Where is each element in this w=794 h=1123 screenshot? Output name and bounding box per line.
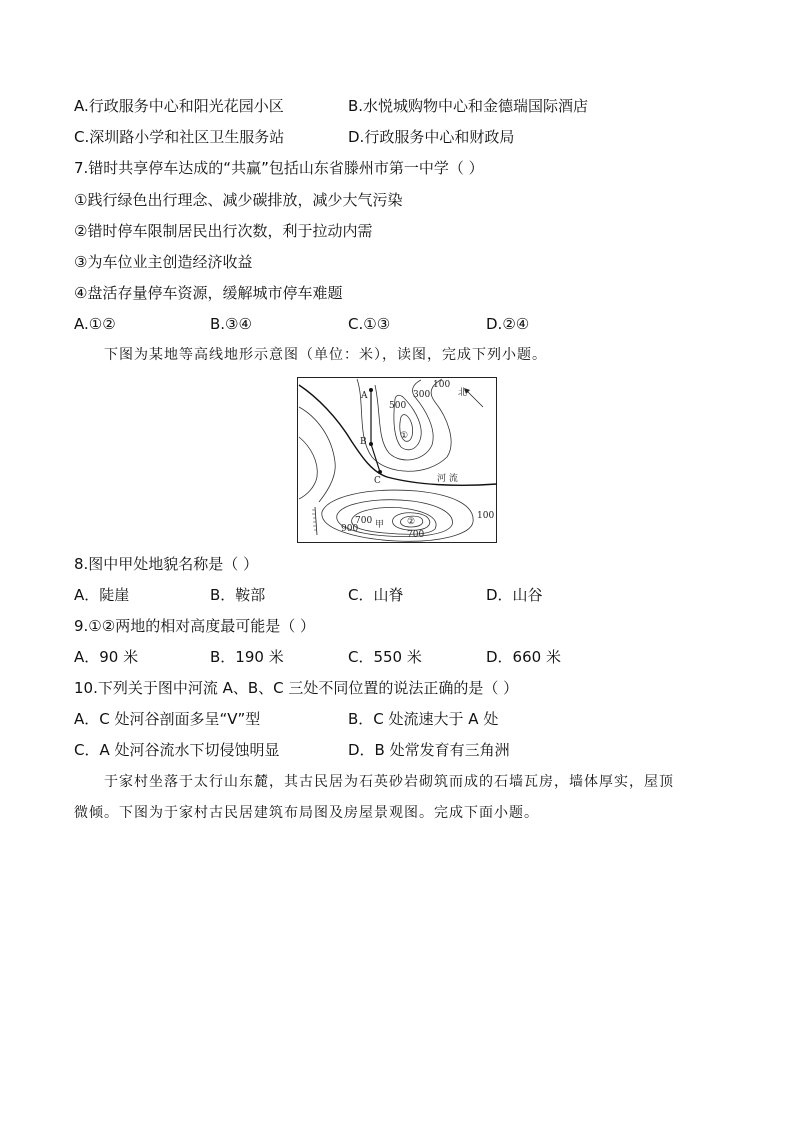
q7-item-2: ②错时停车限制居民出行次数，利于拉动内需 — [74, 222, 373, 240]
q10-option-a: A．C 处河谷剖面多呈“V”型 — [74, 710, 261, 728]
village-intro-line-1: 于家村坐落于太行山东麓，其古民居为石英砂岩砌筑而成的石墙瓦房，墙体厚实，屋顶 — [104, 774, 674, 790]
q6-option-c: C.深圳路小学和社区卫生服务站 — [74, 128, 285, 146]
q6-option-a: A.行政服务中心和阳光花园小区 — [74, 97, 284, 115]
q7-option-c: C.①③ — [348, 315, 391, 333]
contour-label-700-bottom: 700 — [407, 530, 425, 540]
village-intro-line-2: 微倾。下图为于家村古民居建筑布局图及房屋景观图。完成下面小题。 — [74, 805, 539, 821]
q7-option-d: D.②④ — [486, 315, 530, 333]
contour-label-900: 900 — [341, 524, 359, 534]
q6-option-b: B.水悦城购物中心和金德瑞国际酒店 — [348, 97, 589, 115]
q7-item-3: ③为车位业主创造经济收益 — [74, 253, 253, 271]
q10-option-b: B．C 处流速大于 A 处 — [348, 710, 499, 728]
contour-label-300: 300 — [413, 390, 431, 400]
q8-option-b: B．鞍部 — [210, 586, 266, 604]
jia-label: 甲 — [375, 520, 385, 530]
q10-option-d: D．B 处常发育有三角洲 — [348, 741, 510, 759]
north-label: 北 — [458, 388, 468, 398]
q6-option-d: D.行政服务中心和财政局 — [348, 128, 515, 146]
q8-stem: 8.图中甲处地貌名称是（ ） — [74, 555, 259, 573]
point-a-marker — [369, 388, 373, 392]
map-mark-1: ① — [400, 431, 409, 441]
q8-option-d: D．山谷 — [486, 586, 543, 604]
q9-option-d: D．660 米 — [486, 648, 561, 666]
point-c-label: C — [374, 476, 381, 486]
contour-label-100-top: 100 — [433, 380, 451, 390]
map-mark-2: ② — [407, 517, 416, 527]
q10-option-c: C．A 处河谷流水下切侵蚀明显 — [74, 741, 280, 759]
q7-item-1: ①践行绿色出行理念、减少碳排放，减少大气污染 — [74, 191, 403, 209]
point-a-label: A — [361, 391, 368, 401]
q7-option-a: A.①② — [74, 315, 116, 333]
river-label: 河 流 — [437, 474, 458, 484]
contour-map-figure — [297, 377, 497, 543]
q9-option-c: C．550 米 — [348, 648, 422, 666]
map-intro: 下图为某地等高线地形示意图（单位：米），读图，完成下列小题。 — [104, 347, 547, 363]
contour-label-500: 500 — [389, 401, 407, 411]
contour-label-700-left: 700 — [355, 516, 373, 526]
q7-item-4: ④盘活存量停车资源，缓解城市停车难题 — [74, 284, 343, 302]
q7-option-b: B.③④ — [210, 315, 252, 333]
point-b-marker — [369, 442, 373, 446]
q9-option-b: B．190 米 — [210, 648, 284, 666]
q8-option-a: A．陡崖 — [74, 586, 130, 604]
point-b-label: B — [360, 437, 367, 447]
q8-option-c: C．山脊 — [348, 586, 404, 604]
point-c-marker — [378, 470, 382, 474]
contour-label-100-right: 100 — [477, 511, 495, 521]
q9-stem: 9.①②两地的相对高度最可能是（ ） — [74, 617, 315, 635]
q10-stem: 10.下列关于图中河流 A、B、C 三处不同位置的说法正确的是（ ） — [74, 679, 519, 697]
q9-option-a: A．90 米 — [74, 648, 139, 666]
contour-map — [297, 377, 497, 543]
q7-stem: 7.错时共享停车达成的“共赢”包括山东省滕州市第一中学（ ） — [74, 159, 484, 177]
